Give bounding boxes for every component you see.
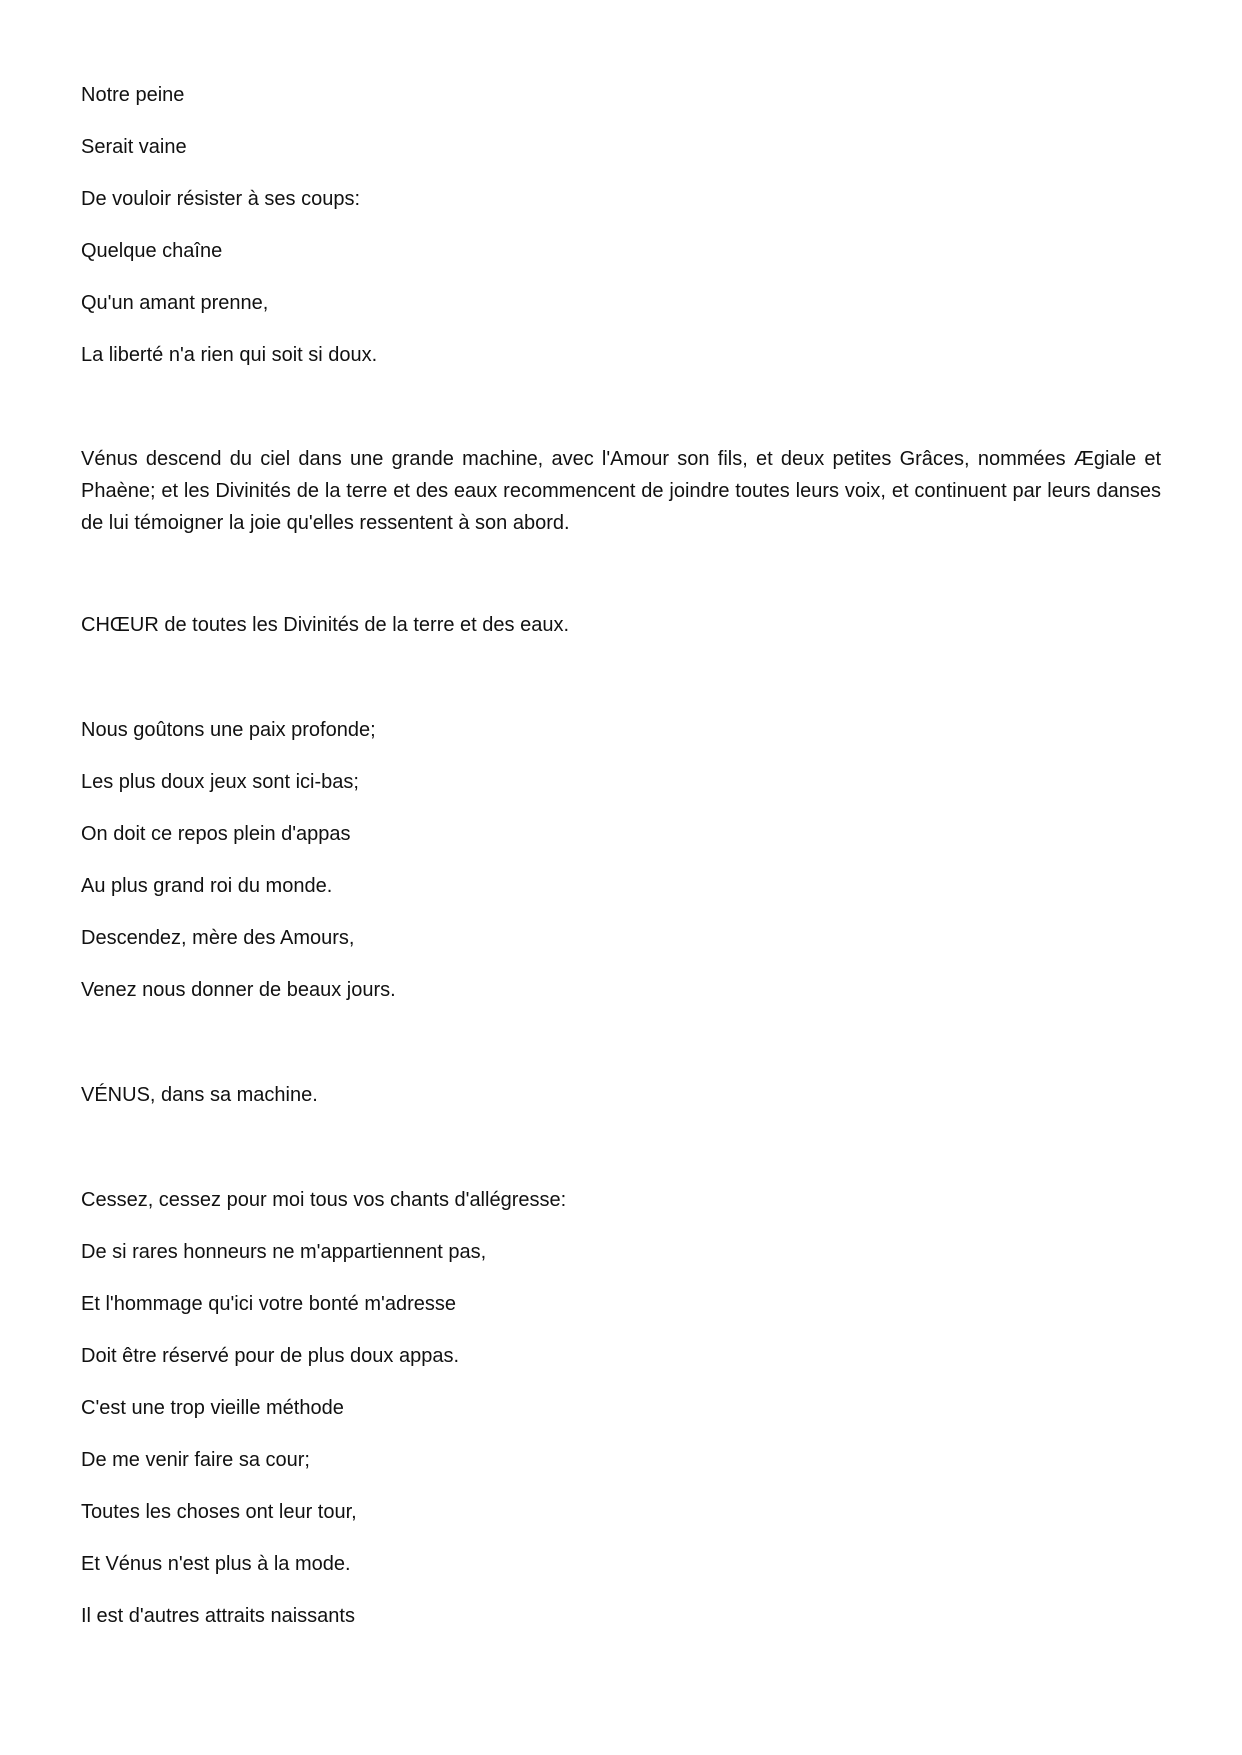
verse-line: Et l'hommage qu'ici votre bonté m'adresse bbox=[81, 1293, 456, 1315]
verse-line: Descendez, mère des Amours, bbox=[81, 927, 355, 949]
verse-line: Au plus grand roi du monde. bbox=[81, 875, 333, 897]
verse-line: Toutes les choses ont leur tour, bbox=[81, 1501, 357, 1523]
verse-line: Qu'un amant prenne, bbox=[81, 292, 269, 314]
stage-direction: Vénus descend du ciel dans une grande machine, avec l'Amour son fils, et deux petites Grâces, nommées Ægiale et Phaène; et les Divinités de la terre et des eaux recommencent de joindre toutes leurs voix, et continuent par leurs danses de lui témoigner la joie qu'elles ressentent à son abord. bbox=[81, 448, 1161, 534]
verse-line: Serait vaine bbox=[81, 136, 187, 158]
verse-line: Et Vénus n'est plus à la mode. bbox=[81, 1553, 351, 1575]
verse-line: C'est une trop vieille méthode bbox=[81, 1397, 344, 1419]
verse-line: La liberté n'a rien qui soit si doux. bbox=[81, 344, 378, 366]
verse-line: On doit ce repos plein d'appas bbox=[81, 823, 351, 845]
verse-line: Quelque chaîne bbox=[81, 240, 223, 262]
verse-line: Nous goûtons une paix profonde; bbox=[81, 719, 376, 741]
verse-line: De si rares honneurs ne m'appartiennent pas, bbox=[81, 1241, 487, 1263]
venus-heading: VÉNUS, dans sa machine. bbox=[81, 1084, 318, 1106]
verse-line: Venez nous donner de beaux jours. bbox=[81, 979, 396, 1001]
verse-line: De vouloir résister à ses coups: bbox=[81, 188, 361, 210]
document-page bbox=[81, 0, 1161, 1755]
verse-line: Les plus doux jeux sont ici-bas; bbox=[81, 771, 359, 793]
verse-line: Cessez, cessez pour moi tous vos chants d'allégresse: bbox=[81, 1189, 567, 1211]
verse-line: Doit être réservé pour de plus doux appas. bbox=[81, 1345, 459, 1367]
verse-line: Notre peine bbox=[81, 84, 185, 106]
verse-line: De me venir faire sa cour; bbox=[81, 1449, 310, 1471]
chorus-heading: CHŒUR de toutes les Divinités de la terre et des eaux. bbox=[81, 614, 569, 636]
verse-line: Il est d'autres attraits naissants bbox=[81, 1605, 355, 1627]
